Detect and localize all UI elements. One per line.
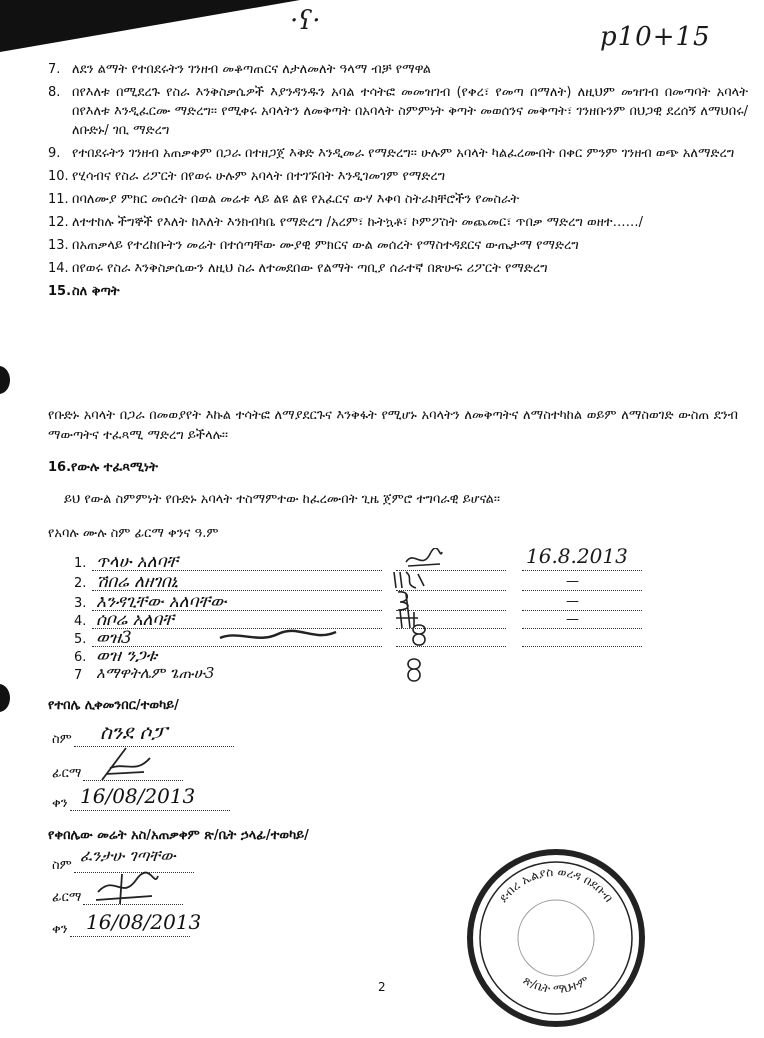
member-date: 16.8.2013 [526,544,628,568]
committee-date-field: ቀን 16/08/2013 [52,796,230,811]
list-item: 9. የተበደሩትን ገንዘብ አጠቃቀም በጋራ በተዘጋጀ እቅድ እንዲመራ የማድረግ፡፡ ሁሉም አባላት ካልፈረሙበት በቀር ምንም ገንዘብ ወጭ አለማድረግ [48,146,735,161]
stamp-text-bottom: ጽ/ቤት ማህተም [520,972,592,997]
member-row: 2. ሽበሬ ለዘገበኒ — [74,576,634,594]
list-item: 7. ለደን ልማት የተበደሩትን ገንዘብ መቆጣጠርና ለታለመለት ዓላማ ብቻ የማዋል [48,62,431,77]
committee-heading: የተበሌ ሊቀመንበር/ተወካይ/ [48,698,179,713]
office-name-field: ስም ፈንታሁ ገጣቸው [52,858,194,873]
member-name: እንዳጊቸው አለባቸው [96,592,227,612]
handwritten-top-mark: ·ʕ· [290,6,321,36]
office-date-value: 16/08/2013 [86,910,202,934]
list-item: 13. በአጠቃላይ የተረከቡትን መሬት በተሰጣቸው ሙያዊ ምክርና ውል መሰረት የማስተዳደርና ውጤታማ የማድረግ [48,238,579,253]
svg-text:ደብረ ኤልያስ ወረዳ በደቡብ [496,865,616,905]
member-name: ሰቦሬ አለባቸ [96,610,174,630]
handwritten-page-reference: p10+15 [600,22,711,52]
list-item: 12. ለተተከሉ ችግኞች የእለት ከእለት እንክብካቤ የማድረግ /አረም፣ ኩትኳቶ፣ ኮምፖስት መጨመር፣ ጥበቃ ማድረግ ወዘተ……/ [48,215,643,230]
validity-paragraph: ይህ የውል ስምምነት የቡድኑ አባላት ተስማምተው ከፈረሙበት ጊዜ ጀምሮ ተግባራዊ ይሆናል፡፡ [64,492,501,507]
members-heading: የአባሉ ሙሉ ስም ፊርማ ቀንና ዓ.ም [48,526,219,541]
list-item: 10. የሂሳብና የስራ ሪፖርት በየወሩ ሁሉም አባላት በተገኙበት እንዲገመገም የማድረግ [48,169,446,184]
signature-mark [404,548,444,570]
responsibility-list [48,60,748,305]
list-item: 11. በባለሙያ ምክር መሰረት በወል መሬቱ ላይ ልዩ ልዩ የአፈርና ውሃ እቀባ ስትራክቸሮችን የመስራት [48,192,520,207]
office-date-field: ቀን 16/08/2013 [52,910,202,937]
signature-mark [92,870,162,906]
member-name: ወዝ ንጋቱ [96,646,158,666]
date-dash: — [566,612,579,627]
list-item-penalty-heading: 15. ስለ ቅጣት [48,284,120,299]
office-heading: የቀበሌው መሬት አስ/አጠቃቀም ጽ/ቤት ኃላፊ/ተወካይ/ [48,828,309,843]
page-number: 2 [378,980,386,994]
member-name: ሽበሬ ለዘገበኒ [96,572,179,592]
member-name: እማዋትሌም ጌጡሁ3 [96,664,215,682]
member-row: 5. ወዝ3 [74,632,634,650]
official-stamp [456,838,656,1038]
member-row: 3. እንዳጊቸው አለባቸው — [74,596,634,614]
list-item: 8. በየእለቱ በሚደረጉ የስራ እንቅስቃሴዎች እያንዳንዱን አባል ተሳትፎ መመዝገብ (የቀረ፣ የመጣ በማለት) ለዚህም መዝገብ በመጣባት አባላት በየእለቱ እንዲፈርሙ ማድረግ፡፡ የሚቀሩ አባላትን ለመቅጣት በአባላት ስምምነት ቅጣት መወሰንና መቅጣት፣ ገንዘቡንም በህጋዊ ደረሰኝ ለማህበሩ/ለቡድኑ/ ገቢ ማድረግ [48,85,748,138]
date-dash: — [566,574,579,589]
office-name-value: ፈንታሁ ገጣቸው [80,846,176,865]
signature-mark [400,656,428,684]
date-dash: — [566,594,579,609]
member-row: 1. ጥላሁ አለባቸ 16.8.2013 [74,556,634,574]
punch-hole-bottom [0,684,10,712]
scribble-mark [218,626,338,648]
member-row: 6. ወዝ ንጋቱ [74,646,158,666]
list-item: 14. በየወሩ የስራ እንቅስቃሴውን ለዚህ ስራ ለተመደበው የልማት ጣቢያ ሰራተኛ በጽሁፍ ሪፖርት የማድረግ [48,261,548,276]
stamp-text-top: ደብረ ኤልያስ ወረዳ በደቡብ [495,864,616,905]
member-name: ወዝ3 [96,628,132,648]
committee-date-value: 16/08/2013 [80,784,196,808]
committee-signature-field: ፊርማ [52,766,183,781]
member-row: 4. ሰቦሬ አለባቸ — [74,614,634,632]
member-name: ጥላሁ አለባቸ [96,552,179,572]
office-signature-field: ፊርማ [52,890,183,905]
member-row: 7 እማዋትሌም ጌጡሁ3 [74,668,634,686]
validity-heading: 16.የውሉ ተፈጻሚነት [48,460,158,475]
signature-mark [96,744,156,784]
committee-name-value: ስንደ ሶፓ [100,720,168,744]
punch-hole-top [0,366,10,394]
penalty-paragraph: የቡድኑ አባላት በጋራ በመወያየት እኩል ተሳትፎ ለማያደርጉና እንቅፋት የሚሆኑ አባላትን ለመቅጣትና ለማስተካከል ወይም ለማስወገድ ውስጠ ደንብ ማውጣትና ተፈጻሚ ማድረግ ይችላሉ፡፡ [48,408,738,443]
committee-name-field: ስም ስንደ ሶፓ [52,732,234,747]
signature-mark [406,622,432,648]
